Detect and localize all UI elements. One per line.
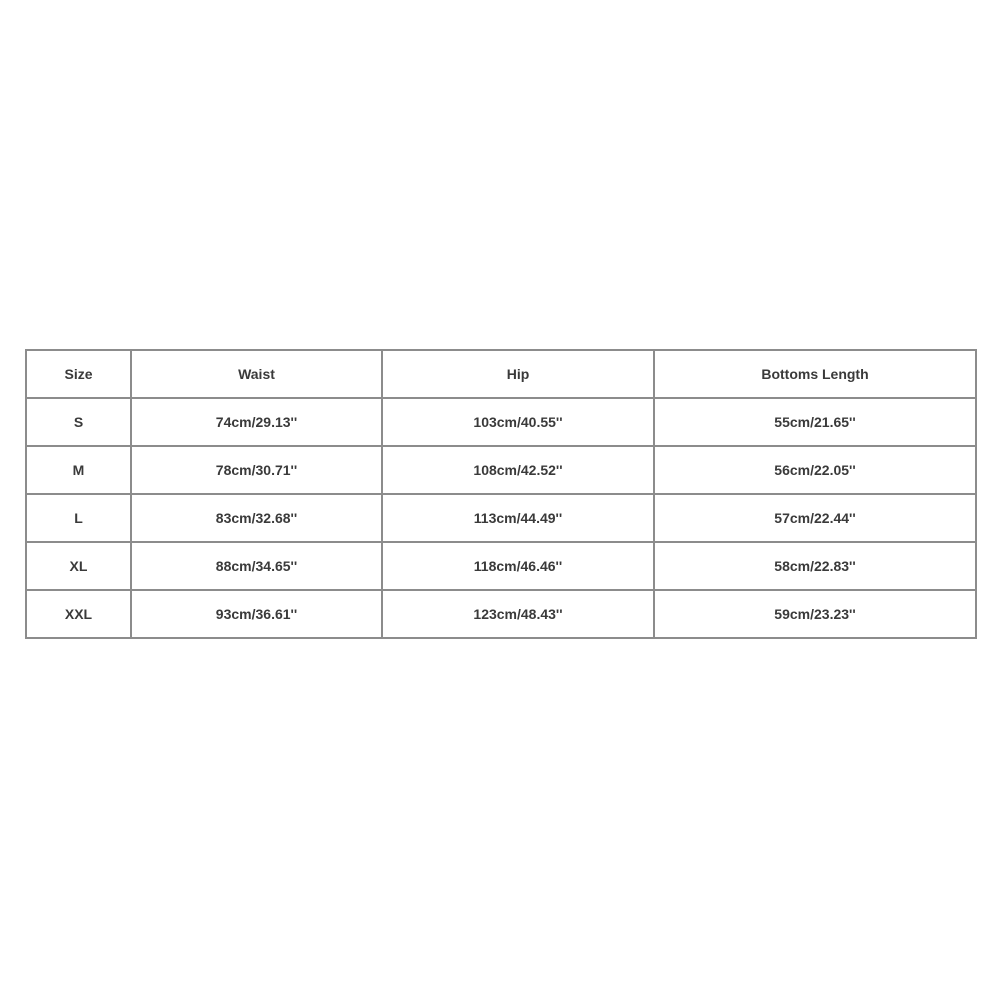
cell-bottoms-length: 58cm/22.83'' [654, 542, 976, 590]
table-row [26, 446, 976, 494]
cell-size: S [26, 398, 131, 446]
cell-waist: 83cm/32.68'' [131, 494, 382, 542]
cell-waist: 93cm/36.61'' [131, 590, 382, 638]
size-chart-table [25, 349, 977, 639]
cell-hip: 108cm/42.52'' [382, 446, 654, 494]
header-hip: Hip [382, 350, 654, 398]
cell-bottoms-length: 59cm/23.23'' [654, 590, 976, 638]
cell-bottoms-length: 57cm/22.44'' [654, 494, 976, 542]
table-header-row [26, 350, 976, 398]
table-row [26, 542, 976, 590]
cell-size: XL [26, 542, 131, 590]
cell-size: M [26, 446, 131, 494]
cell-hip: 103cm/40.55'' [382, 398, 654, 446]
header-size: Size [26, 350, 131, 398]
cell-hip: 123cm/48.43'' [382, 590, 654, 638]
cell-size: XXL [26, 590, 131, 638]
table-row [26, 590, 976, 638]
header-bottoms-length: Bottoms Length [654, 350, 976, 398]
cell-size: L [26, 494, 131, 542]
cell-waist: 88cm/34.65'' [131, 542, 382, 590]
cell-hip: 113cm/44.49'' [382, 494, 654, 542]
cell-waist: 78cm/30.71'' [131, 446, 382, 494]
cell-bottoms-length: 56cm/22.05'' [654, 446, 976, 494]
cell-hip: 118cm/46.46'' [382, 542, 654, 590]
table-row [26, 398, 976, 446]
cell-bottoms-length: 55cm/21.65'' [654, 398, 976, 446]
header-waist: Waist [131, 350, 382, 398]
cell-waist: 74cm/29.13'' [131, 398, 382, 446]
table-row [26, 494, 976, 542]
